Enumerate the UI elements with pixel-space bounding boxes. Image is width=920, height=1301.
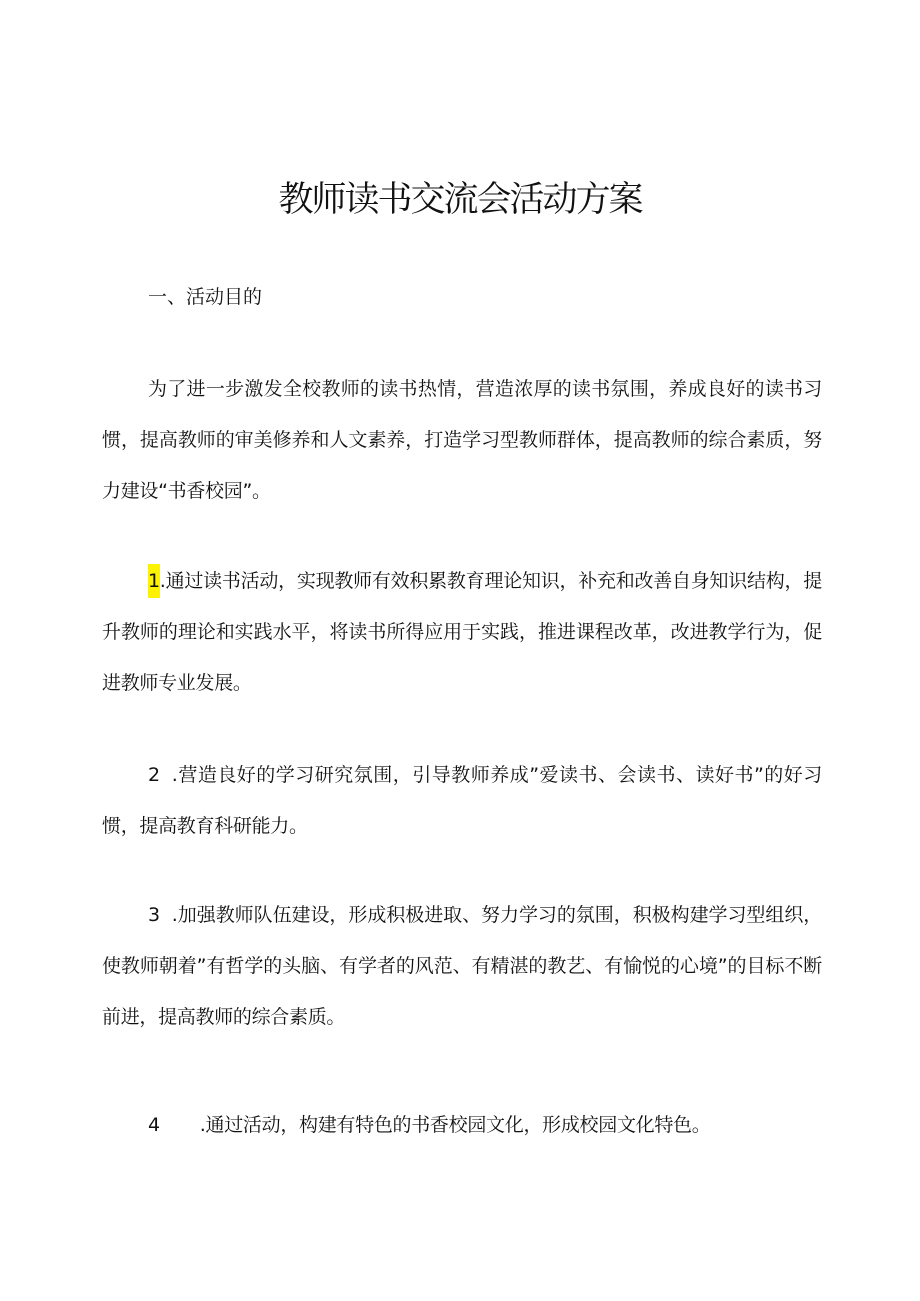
list-item-number: 4 — [148, 1114, 160, 1136]
list-item-1 — [102, 556, 822, 709]
list-item-text: .加强教师队伍建设，形成积极进取、努力学习的氛围，积极构建学习型组织，使教师朝着”有哲学的头脑、有学者的风范、有精湛的教艺、有愉悦的心境”的目标不断前进，提高教师的综合素质。 — [102, 904, 822, 1028]
intro-paragraph: 为了进一步激发全校教师的读书热情，营造浓厚的读书氛围，养成良好的读书习惯，提高教师的审美修养和人文素养，打造学习型教师群体，提高教师的综合素质，努力建设“书香校园”。 — [102, 378, 822, 502]
list-item-number: 2 — [148, 764, 160, 786]
list-item-3 — [102, 890, 822, 1043]
document-title: 教师读书交流会活动方案 — [278, 180, 642, 220]
list-item-number-highlighted: 1 — [148, 564, 160, 598]
list-item-text: .通过读书活动，实现教师有效积累教育理论知识，补充和改善自身知识结构，提升教师的理论和实践水平，将读书所得应用于实践，推进课程改革，改进教学行为，促进教师专业发展。 — [102, 570, 822, 694]
list-item-2 — [102, 750, 822, 852]
list-item-4 — [102, 1100, 822, 1151]
list-item-text: .通过活动，构建有特色的书香校园文化，形成校园文化特色。 — [199, 1114, 711, 1136]
section-heading: 一、活动目的 — [148, 286, 263, 308]
list-item-text: .营造良好的学习研究氛围，引导教师养成”爱读书、会读书、读好书”的好习惯，提高教育科研能力。 — [102, 764, 822, 837]
list-item-number: 3 — [148, 904, 160, 926]
